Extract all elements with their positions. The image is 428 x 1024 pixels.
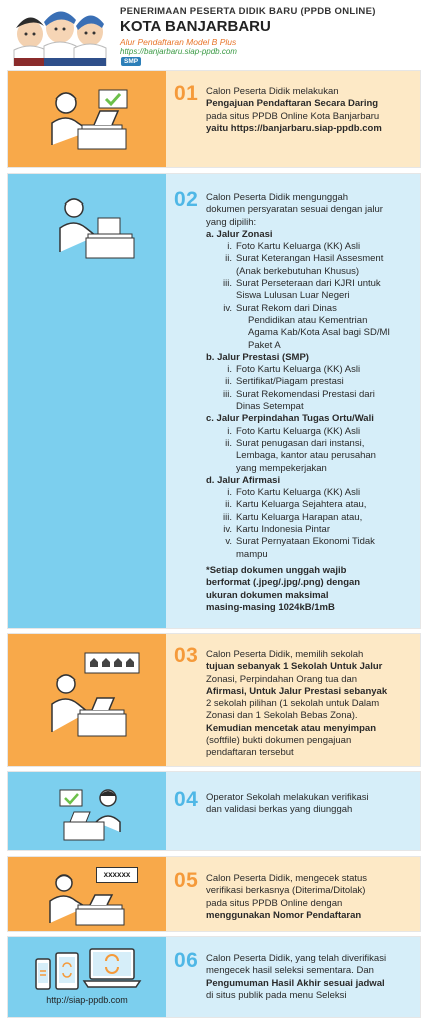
step-03-illustration — [8, 634, 166, 766]
step-05 — [7, 856, 421, 932]
header-tagline: Alur Pendaftaran Model B Plus — [120, 37, 237, 47]
list-item: iii. Surat Perseteraan dari KJRI untuk Siswa Lulusan Luar Negeri — [223, 278, 381, 302]
text-line: Calon Peserta Didik melakukan — [206, 86, 339, 97]
step-number: 01 — [174, 82, 199, 105]
step-number: 03 — [174, 644, 199, 667]
list-item: ii. Surat penugasan dari instansi, Lembaga, kantor atau perusahan yang mempekerjakan — [225, 437, 376, 474]
step-06-illustration — [8, 937, 166, 1017]
phone-icon — [36, 959, 50, 989]
text-line: Zonasi dan 1 Sekolah Bebas Zona). — [206, 710, 358, 722]
list-item: iv. Surat Rekom dari Dinas Pendidikan atau Kementrian Agama Kab/Kota Asal bagi SD/MI Paket A — [223, 302, 391, 351]
text-line: Calon Peserta Didik, mengecek status — [206, 873, 368, 884]
list-item: i. Foto Kartu Keluarga (KK) Asli — [227, 487, 361, 499]
text-line: (softfile) bukti dokumen pengajuan — [206, 735, 352, 747]
checkmark-icon — [98, 89, 128, 109]
page-title: KOTA BANJARBARU — [120, 18, 271, 35]
text-line: 2 sekolah pilihan (1 sekolah untuk Dalam — [206, 698, 380, 710]
text-line: pendaftaran tersebut — [206, 747, 294, 759]
step-03-text — [206, 649, 414, 760]
text-line: di situs publik pada menu Seleksi — [206, 989, 347, 1001]
step-01-text — [206, 86, 414, 135]
text-line: pada situs PPDB Online Kota Banjarbaru — [206, 110, 380, 122]
step-05-illustration — [8, 857, 166, 931]
header-subtitle: PENERIMAAN PESERTA DIDIK BARU (PPDB ONLINE) — [120, 6, 376, 17]
step-01-illustration — [8, 71, 166, 167]
list-item: ii. Surat Keterangan Hasil Assesment (Anak berkebutuhan Khusus) — [225, 253, 384, 277]
text-line: Calon Peserta Didik, memilih sekolah — [206, 649, 364, 660]
list-item: iv. Kartu Indonesia Pintar — [223, 524, 331, 536]
list-item: ii. Sertifikat/Piagam prestasi — [225, 376, 344, 388]
text-line: Pengajuan Pendaftaran Secara Daring — [206, 98, 379, 110]
text-line: Zonasi, Perpindahan Orang tua dan — [206, 673, 358, 685]
step-number: 04 — [174, 788, 199, 811]
step-number: 02 — [174, 188, 199, 211]
text-line: Calon Peserta Didik mengunggah — [206, 192, 349, 203]
category-label: c. Jalur Perpindahan Tugas Ortu/Wali — [206, 413, 374, 425]
step-number: 06 — [174, 949, 199, 972]
level-badge: SMP — [121, 57, 141, 66]
step-02-illustration — [8, 174, 166, 628]
text-line: mengecek hasil seleksi sementara. Dan — [206, 965, 374, 977]
step-06 — [7, 936, 421, 1018]
text-line: Kemudian mencetak atau menyimpan — [206, 722, 376, 734]
step-04-text — [206, 792, 414, 817]
list-item: i. Foto Kartu Keluarga (KK) Asli — [227, 364, 361, 376]
step-06-text — [206, 953, 414, 1002]
category-label: d. Jalur Afirmasi — [206, 474, 281, 486]
text-line: menggunakan Nomor Pendaftaran — [206, 909, 362, 921]
header-url[interactable]: https://banjarbaru.siap-ppdb.com — [120, 47, 237, 56]
list-item: ii. Kartu Keluarga Sejahtera atau, — [225, 499, 367, 511]
student-desk-icon — [48, 192, 138, 262]
text-line: Operator Sekolah melakukan verifikasi — [206, 792, 369, 803]
houses-icon — [84, 652, 140, 674]
step-04 — [7, 771, 421, 851]
list-item: v. Surat Pernyataan Ekonomi Tidak mampu — [225, 536, 375, 560]
list-item: i. Foto Kartu Keluarga (KK) Asli — [227, 425, 361, 437]
category-label: b. Jalur Prestasi (SMP) — [206, 351, 309, 363]
step-01 — [7, 70, 421, 168]
list-item: iii. Surat Rekomendasi Prestasi dari Dinas Setempat — [223, 388, 375, 413]
text-line: verifikasi berkasnya (Diterima/Ditolak) — [206, 885, 366, 897]
step-04-illustration — [8, 772, 166, 850]
step-02-text — [206, 192, 414, 614]
step-05-text — [206, 873, 414, 922]
text-line: yaitu https://banjarbaru.siap-ppdb.com — [206, 122, 382, 134]
text-line: tujuan sebanyak 1 Sekolah Untuk Jalur — [206, 661, 383, 673]
format-note: *Setiap dokumen unggah wajib berformat (.jpeg/.jpg/.png) dengan ukuran dokumen maksimal masing-masing 1024kB/1mB — [206, 564, 361, 613]
student-laptop-icon — [42, 662, 134, 742]
text-line: yang dipilih: — [206, 216, 257, 228]
step-03 — [7, 633, 421, 767]
list-item: i. Foto Kartu Keluarga (KK) Asli — [227, 241, 361, 253]
laptop-icon — [84, 949, 140, 987]
text-line: Calon Peserta Didik, yang telah diverifikasi — [206, 953, 387, 964]
text-line: dan validasi berkas yang diunggah — [206, 804, 353, 816]
kids-logo — [8, 4, 114, 66]
tablet-icon — [56, 953, 78, 989]
text-line: pada situs PPDB Online dengan — [206, 897, 343, 909]
step-02 — [7, 173, 421, 629]
list-item: iii. Kartu Keluarga Harapan atau, — [223, 511, 363, 523]
step-number: 05 — [174, 869, 199, 892]
text-line: dokumen persyaratan sesuai dengan jalur — [206, 204, 383, 216]
operator-icon — [52, 782, 132, 844]
site-url[interactable]: http://siap-ppdb.com — [46, 995, 128, 1005]
registration-code-box: xxxxxx — [96, 867, 138, 883]
text-line: Afirmasi, Untuk Jalur Prestasi sebanyak — [206, 685, 388, 697]
text-line: Pengumuman Hasil Akhir sesuai jadwal — [206, 977, 385, 989]
header — [0, 0, 428, 68]
category-label: a. Jalur Zonasi — [206, 228, 273, 240]
devices-icon — [34, 945, 146, 993]
